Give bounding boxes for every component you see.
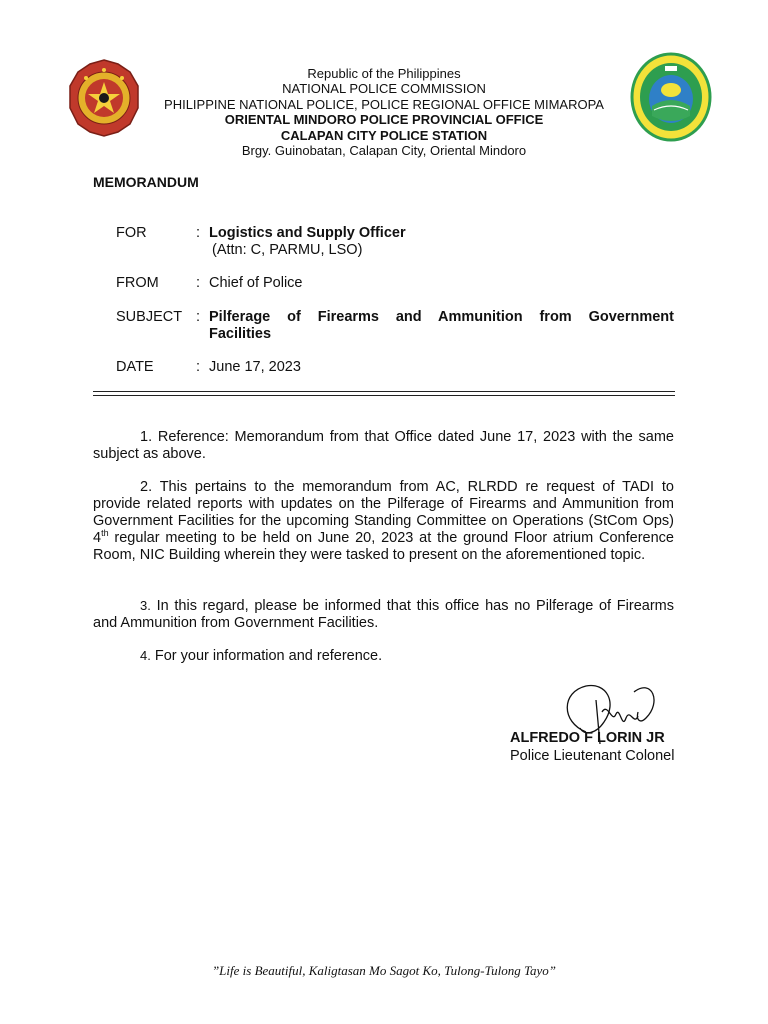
for-label: FOR bbox=[116, 225, 147, 241]
paragraph-1-text: Reference: Memorandum from that Office dated June 17, 2023 with the same subject as above. bbox=[93, 429, 674, 462]
paragraph-3 bbox=[93, 597, 674, 632]
date-value: June 17, 2023 bbox=[209, 359, 301, 375]
paragraph-4-number: 4. bbox=[140, 648, 151, 663]
signatory-rank: Police Lieutenant Colonel bbox=[510, 748, 675, 764]
for-colon: : bbox=[196, 225, 201, 241]
header-napolcom: NATIONAL POLICE COMMISSION bbox=[282, 81, 486, 97]
paragraph-2-text-a: This pertains to the memorandum from AC, RLRDD re request of TADI to provide related reports with updates on the Pilferage of Firearms and Ammunition from Government Facilities for the upcoming Standing Committee on Operations (StCom Ops) 4 bbox=[93, 479, 674, 546]
paragraph-4 bbox=[93, 647, 674, 665]
header-police-station: CALAPAN CITY POLICE STATION bbox=[280, 127, 488, 143]
paragraph-4-text: For your information and reference. bbox=[154, 648, 383, 664]
date-label: DATE bbox=[116, 359, 154, 375]
subject-colon: : bbox=[196, 309, 201, 325]
divider-rule-thin bbox=[93, 395, 675, 396]
paragraph-2-superscript: th bbox=[101, 528, 109, 539]
paragraph-1 bbox=[93, 429, 674, 463]
header-provincial-office: ORIENTAL MINDORO POLICE PROVINCIAL OFFICE bbox=[224, 112, 544, 128]
memo-title: MEMORANDUM bbox=[93, 174, 199, 190]
header-republic: Republic of the Philippines bbox=[307, 66, 461, 81]
subject-line-2: Facilities bbox=[209, 326, 272, 342]
divider-rule bbox=[93, 391, 675, 392]
from-value: Chief of Police bbox=[209, 275, 303, 291]
from-colon: : bbox=[196, 275, 201, 291]
subject-label: SUBJECT bbox=[116, 309, 183, 325]
paragraph-2-text-b: regular meeting to be held on June 20, 2023 at the ground Floor atrium Conference Room, NIC Building wherein they were tasked to present on the aforementioned topic. bbox=[93, 530, 674, 563]
for-value: Logistics and Supply Officer bbox=[209, 225, 406, 241]
calapan-city-seal-icon bbox=[630, 52, 712, 142]
from-label: FROM bbox=[116, 275, 159, 291]
paragraph-3-text: In this regard, please be informed that this office has no Pilferage of Firearms and Ammunition from Government Facilities. bbox=[93, 598, 674, 631]
paragraph-1-number: 1. bbox=[140, 429, 153, 445]
date-colon: : bbox=[196, 359, 201, 375]
subject-line-1: Pilferage of Firearms and Ammunition from Government bbox=[209, 309, 674, 325]
letterhead bbox=[130, 66, 638, 158]
paragraph-3-number: 3. bbox=[140, 598, 151, 613]
header-address: Brgy. Guinobatan, Calapan City, Oriental Mindoro bbox=[241, 143, 527, 159]
header-pnp-region: PHILIPPINE NATIONAL POLICE, POLICE REGIONAL OFFICE MIMAROPA bbox=[164, 96, 604, 112]
for-attn: (Attn: C, PARMU, LSO) bbox=[212, 242, 363, 258]
paragraph-2 bbox=[93, 479, 674, 564]
paragraph-2-number: 2. bbox=[140, 479, 153, 495]
footer-motto: ”Life is Beautiful, Kaligtasan Mo Sagot Ko, Tulong-Tulong Tayo” bbox=[211, 963, 557, 978]
signatory-name: ALFREDO F LORIN JR bbox=[510, 730, 665, 746]
